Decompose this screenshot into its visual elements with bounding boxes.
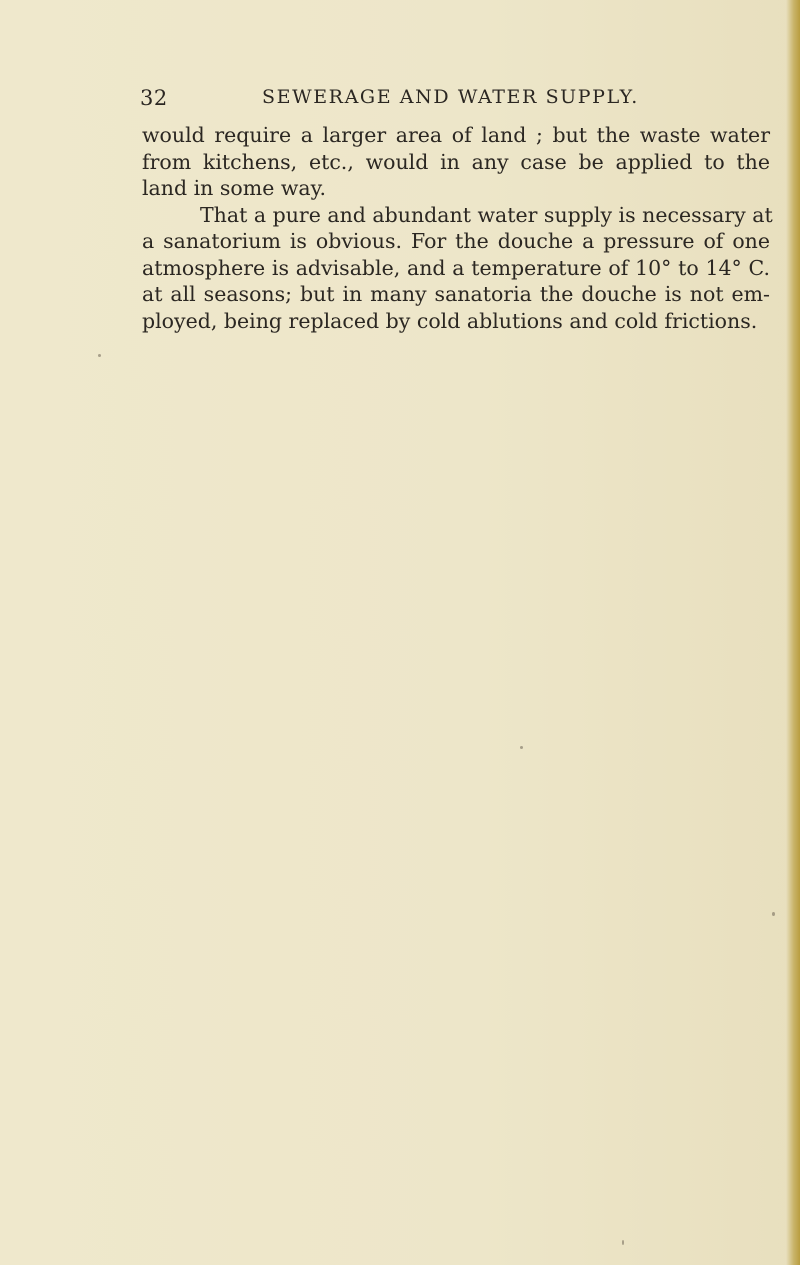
text-line: That a pure and abundant water supply is necessary at <box>200 202 773 227</box>
page-header <box>140 86 780 116</box>
text-line: would require a larger area of land ; but the waste water <box>142 123 770 147</box>
text-line: at all seasons; but in many sanatoria the douche is not em- <box>142 282 770 306</box>
text-line: atmosphere is advisable, and a temperature of 10° to 14° C. <box>142 255 770 280</box>
running-title: SEWERAGE AND WATER SUPPLY. <box>262 86 639 108</box>
text-line: from kitchens, etc., would in any case be applied to the <box>142 149 770 174</box>
page-edge-shadow <box>786 0 800 1265</box>
text-line: land in some way. <box>142 176 326 200</box>
paper-speck <box>520 746 523 749</box>
text-line: a sanatorium is obvious. For the douche a pressure of one <box>142 229 770 253</box>
text-line: ployed, being replaced by cold ablutions and cold frictions. <box>142 308 758 333</box>
paper-speck <box>772 912 775 916</box>
paper-speck <box>98 354 101 357</box>
page-number: 32 <box>140 86 168 110</box>
paper-speck <box>622 1240 624 1245</box>
body-text <box>142 122 773 334</box>
